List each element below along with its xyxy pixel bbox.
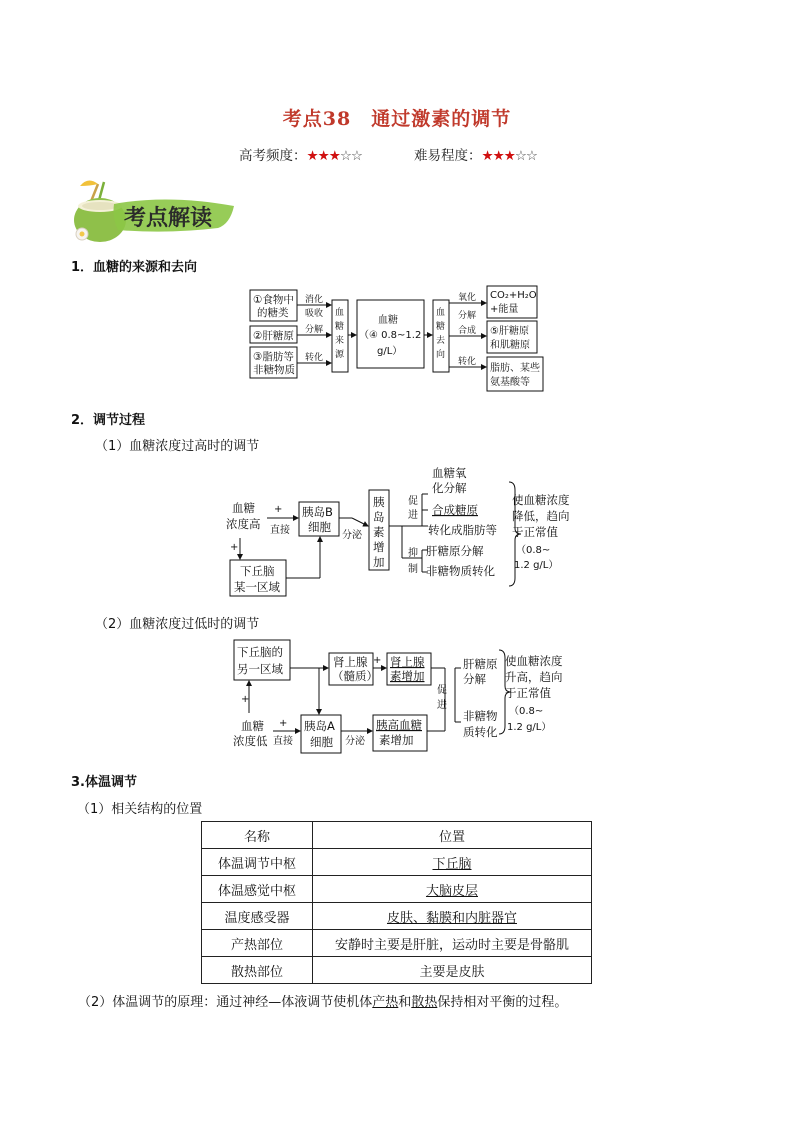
plus-sign-3: + bbox=[373, 655, 382, 666]
promote2: 合成糖原 bbox=[432, 503, 478, 517]
fat-line1: 脂肪、某些 bbox=[490, 363, 540, 374]
insulin-char-3: 素 bbox=[373, 525, 385, 539]
dest-char-3: 去 bbox=[436, 336, 446, 346]
principle-text-3: 保持相对平衡的过程。 bbox=[437, 995, 568, 1010]
table-row bbox=[202, 957, 592, 984]
thermoregulation-principle bbox=[78, 991, 567, 1010]
start-line2: 浓度高 bbox=[226, 517, 261, 531]
difficulty-rating bbox=[414, 144, 537, 164]
low-result-line4: （0.8~ bbox=[509, 706, 544, 717]
section-2-heading: 2．调节过程 bbox=[71, 413, 146, 428]
low-promote1-line1: 肝糖原 bbox=[463, 657, 498, 671]
low-result-line1: 使血糖浓度 bbox=[505, 654, 563, 668]
center-line3: g/L） bbox=[377, 346, 403, 357]
row-position: 大脑皮层 bbox=[313, 876, 592, 903]
non-sugar-line2: 非糖物质 bbox=[253, 364, 295, 376]
row-position: 主要是皮肤 bbox=[313, 957, 592, 984]
principle-heat-dissipation: 散热 bbox=[411, 995, 438, 1010]
low-result-line5: 1.2 g/L） bbox=[507, 722, 552, 733]
high-blood-sugar-diagram bbox=[222, 460, 582, 610]
adrenal-line2: （髓质） bbox=[332, 669, 378, 683]
low-promote2-line2: 质转化 bbox=[463, 725, 498, 739]
row-name: 温度感受器 bbox=[202, 903, 313, 930]
start-line1: 血糖 bbox=[232, 501, 255, 515]
structure-position-table bbox=[201, 821, 592, 984]
decompose2-label: 分解 bbox=[458, 311, 477, 321]
section-2-sub1: （1）血糖浓度过高时的调节 bbox=[95, 439, 260, 454]
promote-char-2: 进 bbox=[408, 510, 418, 521]
food-sugar-line1: ①食物中 bbox=[253, 294, 294, 306]
glucagon-line1: 胰高血糖 bbox=[376, 718, 422, 732]
low-result-line3: 于正常值 bbox=[505, 686, 551, 700]
hyp2-line2: 另一区域 bbox=[237, 662, 283, 676]
section-2-sub2: （2）血糖浓度过低时的调节 bbox=[95, 617, 260, 632]
banner-text: 考点解读 bbox=[124, 205, 213, 231]
result-line4: （0.8~ bbox=[516, 545, 551, 556]
promote1-line1: 血糖氧 bbox=[432, 466, 467, 480]
row-name: 体温感觉中枢 bbox=[202, 876, 313, 903]
insulin-char-2: 岛 bbox=[373, 510, 385, 524]
center-line1: 血糖 bbox=[378, 315, 398, 326]
frequency-label: 高考频度： bbox=[239, 148, 307, 164]
principle-text-1: （2）体温调节的原理：通过神经—体液调节使机体 bbox=[78, 995, 373, 1010]
absorb-label: 吸收 bbox=[305, 309, 324, 319]
insulin-char-1: 胰 bbox=[373, 495, 385, 509]
row-name: 散热部位 bbox=[202, 957, 313, 984]
liver-glycogen-text: ②肝糖原 bbox=[253, 330, 294, 342]
low-promote2-line1: 非糖物 bbox=[463, 709, 498, 723]
dest-char-1: 血 bbox=[436, 308, 446, 318]
result-line3: 于正常值 bbox=[512, 525, 558, 539]
hyp2-line1: 下丘脑的 bbox=[237, 645, 283, 659]
row-position: 下丘脑 bbox=[313, 849, 592, 876]
section-banner bbox=[68, 176, 238, 246]
plus-sign-1: + bbox=[274, 504, 283, 515]
hyp-line2: 某一区域 bbox=[234, 580, 280, 594]
principle-text-2: 和 bbox=[398, 995, 412, 1010]
row-name: 产热部位 bbox=[202, 930, 313, 957]
page-title: 考点38 通过激素的调节 bbox=[282, 108, 512, 130]
low-promote-char-1: 促 bbox=[437, 685, 447, 696]
frequency-stars-empty: ☆☆ bbox=[339, 148, 363, 164]
promote1-line2: 化分解 bbox=[432, 481, 467, 495]
table-row bbox=[202, 903, 592, 930]
principle-heat-production: 产热 bbox=[372, 995, 399, 1010]
frequency-rating bbox=[239, 144, 362, 164]
convert2-label: 转化 bbox=[458, 357, 477, 367]
adrenaline-line1: 肾上腺 bbox=[390, 655, 425, 669]
blood-sugar-source-diagram bbox=[245, 283, 560, 395]
inhibit1: 肝糖原分解 bbox=[426, 544, 484, 558]
glucagon-line2: 素增加 bbox=[379, 733, 414, 747]
low-direct-label: 直接 bbox=[273, 736, 293, 747]
inhibit-char-2: 制 bbox=[408, 564, 418, 575]
secrete-label: 分泌 bbox=[342, 530, 362, 541]
alpha-line2: 细胞 bbox=[310, 735, 333, 749]
inhibit2: 非糖物质转化 bbox=[426, 564, 495, 578]
row-position: 安静时主要是肝脏，运动时主要是骨骼肌 bbox=[313, 930, 592, 957]
section-3-sub1: （1）相关结构的位置 bbox=[77, 802, 203, 817]
beta-line1: 胰岛B bbox=[302, 505, 333, 519]
low-secrete-label: 分泌 bbox=[345, 736, 365, 747]
low-start-line2: 浓度低 bbox=[233, 734, 268, 748]
adrenaline-line2: 素增加 bbox=[390, 669, 425, 683]
low-result-line2: 升高，趋向 bbox=[505, 670, 563, 684]
source-char-4: 源 bbox=[335, 350, 345, 360]
header-position: 位置 bbox=[313, 822, 592, 849]
source-char-3: 来 bbox=[335, 336, 345, 346]
adrenal-line1: 肾上腺 bbox=[333, 655, 368, 669]
source-char-1: 血 bbox=[335, 308, 345, 318]
low-promote-char-2: 进 bbox=[437, 700, 447, 711]
co2-line1: CO₂+H₂O bbox=[490, 290, 537, 301]
food-sugar-line2: 的糖类 bbox=[257, 307, 289, 319]
non-sugar-line1: ③脂肪等 bbox=[253, 351, 294, 363]
direct-label: 直接 bbox=[270, 525, 290, 536]
insulin-char-4: 增 bbox=[373, 540, 385, 554]
result-line1: 使血糖浓度 bbox=[512, 493, 570, 507]
convert-label: 转化 bbox=[305, 353, 324, 363]
glycogen-line1: ⑤肝糖原 bbox=[490, 326, 529, 337]
table-header-row bbox=[202, 822, 592, 849]
table-row bbox=[202, 849, 592, 876]
section-1-heading: 1．血糖的来源和去向 bbox=[71, 260, 198, 275]
decompose-label: 分解 bbox=[305, 325, 324, 335]
difficulty-stars-empty: ☆☆ bbox=[514, 148, 538, 164]
promote-char-1: 促 bbox=[408, 496, 418, 507]
plus-sign-2: + bbox=[230, 542, 239, 553]
promote3: 转化成脂肪等 bbox=[428, 523, 497, 537]
source-char-2: 糖 bbox=[335, 322, 345, 332]
result-line5: 1.2 g/L） bbox=[514, 560, 559, 571]
difficulty-label: 难易程度： bbox=[414, 148, 482, 164]
table-row bbox=[202, 876, 592, 903]
difficulty-stars-filled: ★★★ bbox=[481, 148, 515, 164]
header-name: 名称 bbox=[202, 822, 313, 849]
inhibit-char-1: 抑 bbox=[408, 548, 418, 559]
co2-line2: +能量 bbox=[490, 304, 519, 315]
fat-line2: 氨基酸等 bbox=[490, 377, 530, 388]
result-line2: 降低，趋向 bbox=[512, 509, 570, 523]
dest-char-4: 向 bbox=[436, 350, 446, 360]
row-name: 体温调节中枢 bbox=[202, 849, 313, 876]
digest-label: 消化 bbox=[305, 295, 324, 305]
center-line2: （④ 0.8~1.2 bbox=[359, 330, 422, 341]
section-3-heading: 3.体温调节 bbox=[71, 775, 137, 790]
alpha-line1: 胰岛A bbox=[304, 719, 335, 733]
beta-line2: 细胞 bbox=[308, 520, 331, 534]
table-row bbox=[202, 930, 592, 957]
hyp-line1: 下丘脑 bbox=[240, 564, 275, 578]
synthesize-label: 合成 bbox=[458, 326, 477, 336]
dest-char-2: 糖 bbox=[436, 322, 446, 332]
row-position: 皮肤、黏膜和内脏器官 bbox=[313, 903, 592, 930]
low-start-line1: 血糖 bbox=[241, 719, 264, 733]
plus-sign-4: + bbox=[241, 694, 250, 705]
low-blood-sugar-diagram bbox=[227, 638, 587, 760]
low-promote1-line2: 分解 bbox=[463, 672, 486, 686]
insulin-char-5: 加 bbox=[373, 555, 385, 569]
plus-sign-5: + bbox=[279, 718, 288, 729]
glycogen-line2: 和肌糖原 bbox=[490, 340, 530, 351]
oxidize-label: 氧化 bbox=[458, 293, 477, 303]
frequency-stars-filled: ★★★ bbox=[306, 148, 340, 164]
